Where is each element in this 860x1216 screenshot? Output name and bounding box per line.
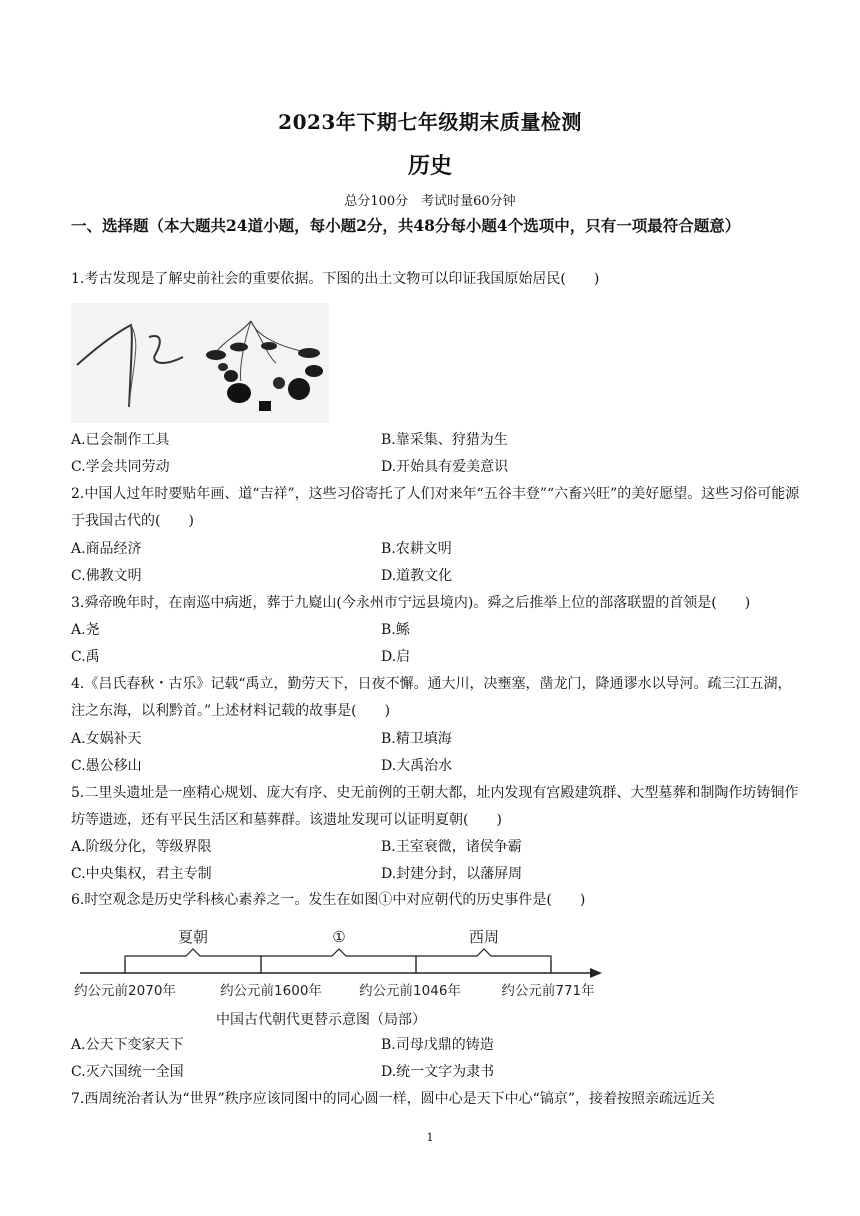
- date-label-771: 约公元前771年: [501, 983, 595, 999]
- exam-title: 2023年下期七年级期末质量检测: [278, 110, 582, 134]
- q5-option-b: B.王室衰微，诸侯争霸: [381, 839, 522, 855]
- brace-period-1: [261, 949, 416, 960]
- q2-option-d: D.道教文化: [381, 568, 453, 584]
- q5-option-a: A.阶级分化，等级界限: [71, 839, 212, 855]
- date-label-1600: 约公元前1600年: [220, 983, 322, 999]
- question-7-stem: 7.西周统治者认为“世界”秩序应该同图中的同心圆一样，圆中心是天下中心“镐京”，接着按照亲疏远近关: [71, 1091, 715, 1107]
- bone-needle-and-necklace-illustration: [71, 303, 329, 423]
- q4-option-b: B.精卫填海: [381, 731, 452, 747]
- dynasty-timeline: [70, 918, 620, 1004]
- question-1-stem: 1.考古发现是了解史前社会的重要依据。下图的出土文物可以印证我国原始居民( ): [71, 271, 600, 287]
- q2-option-b: B.农耕文明: [381, 541, 452, 557]
- question-6-stem: 6.时空观念是历史学科核心素养之一。发生在如图①中对应朝代的历史事件是( ): [71, 892, 586, 908]
- date-label-2070: 约公元前2070年: [74, 983, 176, 999]
- q3-option-c: C.禹: [71, 649, 100, 665]
- q3-option-d: D.启: [381, 649, 411, 665]
- period-label-xia: 夏朝: [177, 928, 209, 946]
- timeline-diagram: [70, 918, 620, 1004]
- date-label-1046: 约公元前1046年: [359, 983, 461, 999]
- q2-option-c: C.佛教文明: [71, 568, 142, 584]
- section-heading: 一、选择题（本大题共24道小题，每小题2分，共48分每小题4个选项中，只有一项最符合题意）: [71, 216, 741, 235]
- q1-option-c: C.学会共同劳动: [71, 459, 170, 475]
- q5-option-c: C.中央集权，君主专制: [71, 866, 212, 882]
- q6-option-b: B.司母戊鼎的铸造: [381, 1037, 494, 1053]
- brace-xia: [125, 949, 261, 960]
- q1-option-d: D.开始具有爱美意识: [381, 459, 509, 475]
- q3-option-a: A.尧: [71, 622, 100, 638]
- question-5-stem: 5.二里头遗址是一座精心规划、庞大有序、史无前例的王朝大都，址内发现有宫殿建筑群、大型墓葬和制陶作坊铸铜作坊等遗迹，还有平民生活区和墓葬群。该遗址发现可以证明夏朝( ): [71, 785, 799, 828]
- q6-option-a: A.公天下变家天下: [71, 1037, 184, 1053]
- period-label-western-zhou: 西周: [468, 928, 500, 946]
- page-number: 1: [426, 1131, 434, 1144]
- q1-option-a: A.已会制作工具: [71, 432, 170, 448]
- q3-option-b: B.鲧: [381, 622, 410, 638]
- q4-option-a: A.女娲补天: [71, 731, 142, 747]
- artifact-image: [71, 303, 329, 423]
- brace-western-zhou: [416, 949, 551, 960]
- q6-option-d: D.统一文字为隶书: [381, 1064, 495, 1080]
- timeline-arrow-icon: [590, 968, 602, 978]
- q4-option-d: D.大禹治水: [381, 758, 453, 774]
- q5-option-d: D.封建分封，以藩屏周: [381, 866, 523, 882]
- question-4-stem: 4.《吕氏春秋・古乐》记载“禹立，勤劳天下，日夜不懈。通大川，决壅塞，凿龙门，降通谬水以导河。疏三江五湖，注之东海，以利黔首。”上述材料记载的故事是( ): [71, 676, 792, 719]
- q6-option-c: C.灭六国统一全国: [71, 1064, 184, 1080]
- timeline-caption: 中国古代朝代更替示意图（局部）: [216, 1012, 426, 1028]
- period-label-1: ①: [332, 928, 346, 946]
- question-3-stem: 3.舜帝晚年时，在南巡中病逝，葬于九嶷山(今永州市宁远县境内)。舜之后推举上位的部落联盟的首领是( ): [71, 595, 751, 611]
- subject-title: 历史: [407, 153, 452, 179]
- q4-option-c: C.愚公移山: [71, 758, 142, 774]
- exam-meta: 总分100分 考试时量60分钟: [344, 194, 516, 209]
- q2-option-a: A.商品经济: [71, 541, 142, 557]
- q1-option-b: B.靠采集、狩猎为生: [381, 432, 508, 448]
- question-2-stem: 2.中国人过年时要贴年画、道“吉祥”，这些习俗寄托了人们对来年“五谷丰登”“六畜兴旺”的美好愿望。这些习俗可能源于我国古代的( ): [71, 486, 800, 529]
